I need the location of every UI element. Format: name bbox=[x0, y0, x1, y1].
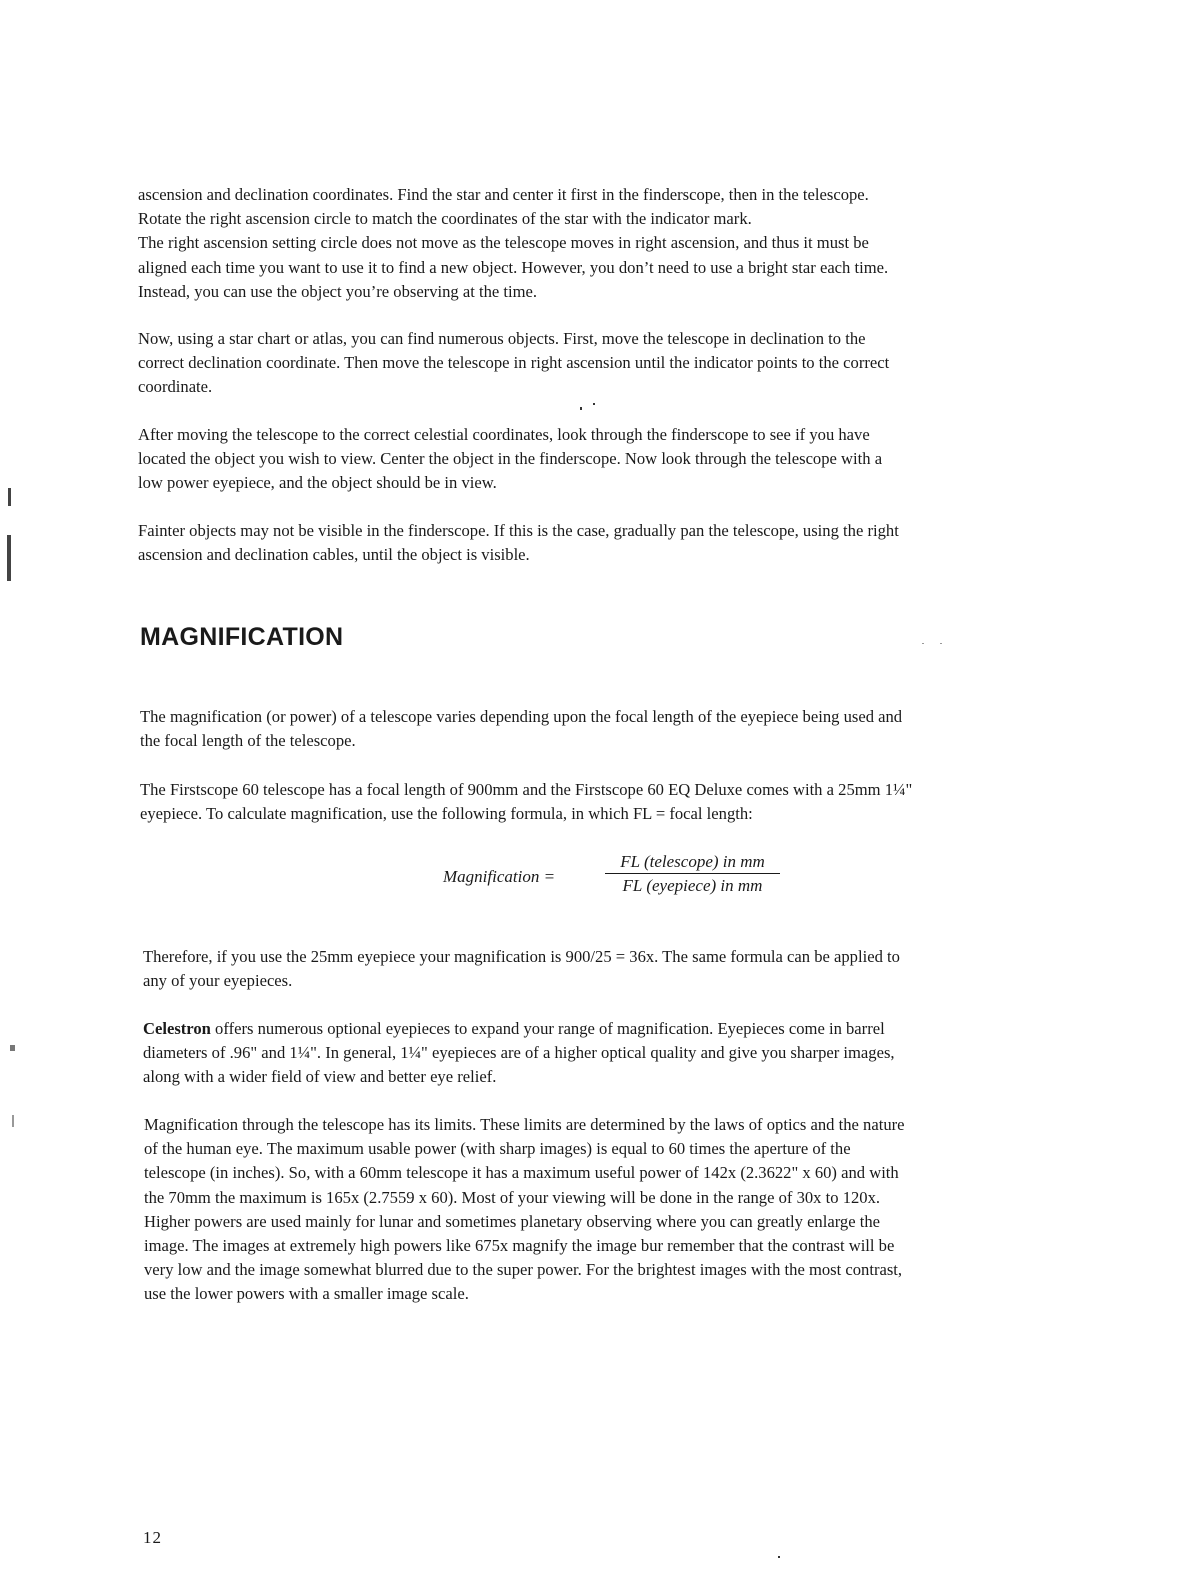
text-line: the 70mm the maximum is 165x (2.7559 x 60). Most of your viewing will be done in the range of 30x to 120x. bbox=[144, 1187, 881, 1207]
paragraph-finderscope bbox=[138, 423, 1078, 496]
scan-speck bbox=[593, 403, 595, 405]
text-line: use the lower powers with a smaller image scale. bbox=[144, 1284, 469, 1304]
text-line: aligned each time you want to use it to find a new object. However, you don’t need to use a bright star each time. bbox=[138, 257, 889, 277]
scan-speck bbox=[580, 407, 582, 410]
text-line: any of your eyepieces. bbox=[143, 971, 293, 991]
text-line: along with a wider field of view and better eye relief. bbox=[143, 1067, 497, 1087]
scan-speck bbox=[922, 643, 924, 644]
section-heading-magnification: MAGNIFICATION bbox=[140, 623, 344, 651]
paragraph-setting-circle bbox=[138, 183, 1078, 304]
paragraph-magnification-intro bbox=[140, 705, 1080, 753]
text-line: image. The images at extremely high powers like 675x magnify the image bur remember that the contrast will be bbox=[144, 1236, 895, 1256]
paragraph-optional-eyepieces bbox=[143, 1017, 1083, 1090]
scan-edge-mark bbox=[7, 535, 11, 581]
formula-denominator: FL (eyepiece) in mm bbox=[622, 876, 763, 895]
text-line: correct declination coordinate. Then move the telescope in right ascension until the indicator points to the correct bbox=[138, 353, 890, 373]
text-line: low power eyepiece, and the object should be in view. bbox=[138, 473, 497, 493]
paragraph-star-chart bbox=[138, 327, 1078, 400]
text-fragment: offers numerous optional eyepieces to expand your range of magnification. Eyepieces come in barrel bbox=[210, 1019, 885, 1038]
paragraph-fainter-objects bbox=[138, 519, 1078, 567]
scan-speck bbox=[10, 1045, 15, 1051]
scan-speck bbox=[778, 1556, 780, 1558]
text-line: eyepiece. To calculate magnification, use the following formula, in which FL = focal length: bbox=[140, 804, 753, 824]
text-line: The Firstscope 60 telescope has a focal length of 900mm and the Firstscope 60 EQ Deluxe comes with a 25mm 1¼" bbox=[140, 780, 913, 799]
text-line: Fainter objects may not be visible in the finderscope. If this is the case, gradually pan the telescope, using the right bbox=[138, 521, 899, 540]
text-line: Rotate the right ascension circle to match the coordinates of the star with the indicator mark. bbox=[138, 209, 752, 229]
text-line: Now, using a star chart or atlas, you can find numerous objects. First, move the telescope in declination to the bbox=[138, 329, 866, 348]
text-line: diameters of .96" and 1¼". In general, 1¼" eyepieces are of a higher optical quality and give you sharper images, bbox=[143, 1043, 895, 1063]
brand-name: Celestron bbox=[143, 1019, 211, 1038]
text-line bbox=[143, 1017, 1083, 1041]
text-line: Magnification through the telescope has its limits. These limits are determined by the laws of optics and the nature bbox=[144, 1115, 905, 1134]
formula-fraction bbox=[605, 852, 780, 896]
magnification-formula bbox=[440, 852, 800, 902]
paragraph-magnification-limits bbox=[144, 1113, 1084, 1307]
paragraph-focal-length bbox=[140, 778, 1080, 826]
text-line: located the object you wish to view. Center the object in the finderscope. Now look through the telescope with a bbox=[138, 449, 883, 469]
text-line: the focal length of the telescope. bbox=[140, 731, 356, 751]
formula-lhs: Magnification = bbox=[443, 867, 556, 886]
text-line: of the human eye. The maximum usable power (with sharp images) is equal to 60 times the aperture of the bbox=[144, 1139, 851, 1159]
scan-speck bbox=[940, 643, 942, 644]
text-line: Higher powers are used mainly for lunar and sometimes planetary observing where you can greatly enlarge the bbox=[144, 1211, 881, 1231]
text-line: very low and the image somewhat blurred due to the super power. For the brightest images with the most contrast, bbox=[144, 1260, 903, 1280]
text-line: ascension and declination cables, until the object is visible. bbox=[138, 545, 530, 565]
text-line: Therefore, if you use the 25mm eyepiece your magnification is 900/25 = 36x. The same formula can be applied to bbox=[143, 947, 900, 966]
text-line: The magnification (or power) of a telescope varies depending upon the focal length of the eyepiece being used and bbox=[140, 707, 903, 726]
text-line: coordinate. bbox=[138, 377, 213, 397]
text-line: ascension and declination coordinates. Find the star and center it first in the finderscope, then in the telescope. bbox=[138, 185, 869, 204]
formula-numerator: FL (telescope) in mm bbox=[605, 852, 780, 874]
page-number: 12 bbox=[143, 1528, 162, 1547]
text-line: The right ascension setting circle does not move as the telescope moves in right ascension, and thus it must be bbox=[138, 233, 869, 253]
scan-speck bbox=[12, 1115, 14, 1127]
text-line: After moving the telescope to the correct celestial coordinates, look through the finderscope to see if you have bbox=[138, 425, 870, 444]
scan-edge-mark bbox=[8, 488, 11, 506]
paragraph-example-calculation bbox=[143, 945, 1083, 993]
text-line: telescope (in inches). So, with a 60mm telescope it has a maximum useful power of 142x (2.3622" x 60) and with bbox=[144, 1163, 899, 1183]
text-line: Instead, you can use the object you’re observing at the time. bbox=[138, 281, 538, 301]
